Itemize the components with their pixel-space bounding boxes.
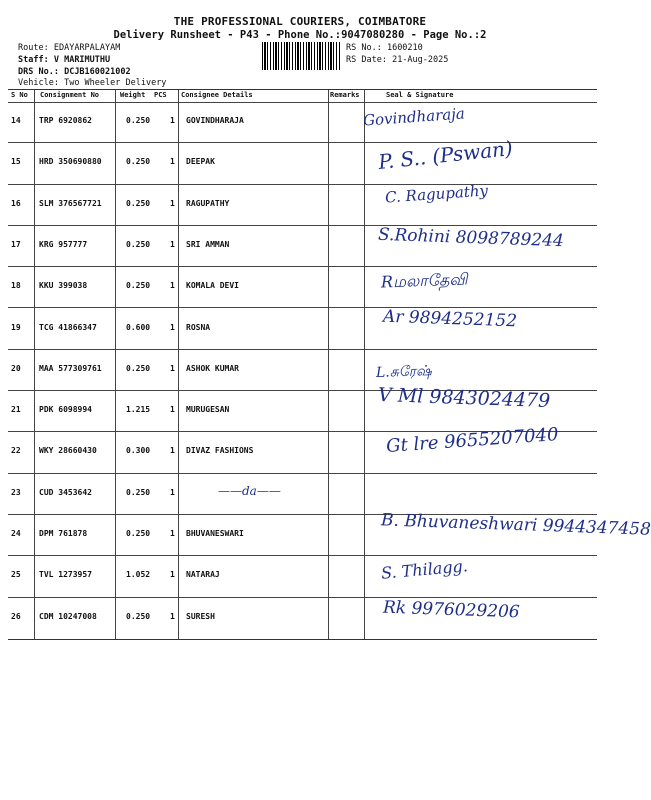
route-line [18, 43, 120, 53]
cell-weight: 0.250 [126, 363, 151, 373]
cell-pcs: 1 [170, 322, 175, 332]
cell-consignee: ASHOK KUMAR [186, 363, 239, 373]
staff-line [18, 55, 110, 65]
cell-weight: 1.052 [126, 570, 151, 580]
route-label: Route: [18, 43, 49, 53]
cell-weight: 0.250 [126, 198, 151, 208]
header-seal: Seal & Signature [386, 91, 454, 99]
cell-weight: 0.250 [126, 281, 151, 291]
header-remarks: Remarks [330, 91, 360, 99]
drs-value: DCJB160021002 [64, 67, 131, 77]
table-row [8, 424, 597, 473]
header-consignment: Consignment No [40, 91, 100, 99]
handwritten-signature: S. Thilagg. [380, 556, 469, 584]
handwritten-signature: Gt lre 9655207040 [385, 424, 560, 458]
cell-consignment: KKU 399038 [39, 281, 88, 291]
cell-sno: 18 [11, 281, 21, 291]
rs-no-line [346, 43, 423, 53]
cell-consignment: CUD 3453642 [39, 487, 92, 497]
handwritten-signature: S.Rohini 8098789244 [377, 224, 565, 252]
cell-sno: 23 [11, 487, 21, 497]
cell-pcs: 1 [170, 363, 175, 373]
cell-pcs: 1 [170, 239, 175, 249]
handwritten-signature: Govindharaja [362, 104, 466, 130]
cell-consignee: DEEPAK [186, 157, 215, 167]
cell-weight: 1.215 [126, 405, 151, 415]
cell-sno: 26 [11, 611, 21, 621]
table-row [8, 306, 597, 350]
header-sno: S No [11, 91, 28, 99]
drs-label: DRS No.: [18, 67, 59, 77]
cell-consignment: DPM 761878 [39, 529, 88, 538]
cell-consignment: TVL 1273957 [39, 570, 92, 580]
vehicle-line [18, 78, 166, 88]
cell-pcs: 1 [170, 198, 175, 208]
cell-weight: 0.250 [126, 487, 151, 497]
table-row [8, 598, 597, 639]
header-weight: Weight [120, 91, 146, 99]
cell-weight: 0.250 [126, 157, 151, 167]
table-row [8, 384, 597, 432]
table-row [8, 267, 597, 308]
cell-consignee: NATARAJ [186, 570, 220, 580]
cell-consignee: DIVAZ FASHIONS [186, 446, 254, 456]
vehicle-label: Vehicle: [18, 78, 59, 88]
cell-sno: 14 [11, 116, 21, 125]
cell-consignment: CDM 10247008 [39, 611, 97, 621]
table-row [8, 136, 597, 184]
cell-consignee: MURUGESAN [186, 405, 230, 415]
cell-weight: 0.250 [126, 611, 151, 621]
handwritten-signature: B. Bhuvaneshwari 9944347458 [380, 510, 651, 540]
table-row [8, 181, 597, 226]
cell-sno: 25 [11, 570, 21, 580]
table-row [8, 556, 597, 597]
staff-value: V MARIMUTHU [53, 55, 111, 65]
vehicle-value: Two Wheeler Delivery [64, 78, 167, 88]
handwritten-signature: V Ml 9843024479 [377, 384, 551, 413]
cell-pcs: 1 [170, 611, 175, 621]
runsheet-table [8, 89, 651, 640]
cell-consignment: TCG 41866347 [39, 322, 97, 332]
cell-consignment: PDK 6098994 [39, 405, 92, 415]
cell-pcs: 1 [170, 281, 175, 291]
cell-sno: 15 [11, 157, 21, 167]
header-pcs: PCS [154, 91, 167, 99]
route-value: EDAYARPALAYAM [53, 43, 121, 53]
cell-pcs: 1 [170, 157, 175, 167]
cell-sno: 20 [11, 363, 21, 373]
cell-consignment: KRG 957777 [39, 239, 88, 249]
cell-consignee: GOVINDHARAJA [186, 116, 244, 125]
cell-sno: 17 [11, 239, 21, 249]
cell-sno: 21 [11, 405, 21, 415]
handwritten-signature: ——da—— [218, 483, 281, 498]
cell-consignee: RAGUPATHY [186, 198, 230, 208]
cell-consignee: SRI AMMAN [186, 239, 230, 249]
cell-consignee: ROSNA [186, 322, 211, 332]
cell-consignee: KOMALA DEVI [186, 281, 239, 291]
cell-consignment: TRP 6920862 [39, 116, 92, 125]
rs-date-value: 21-Aug-2025 [392, 55, 449, 65]
handwritten-signature: P. S.. (Pswan) [377, 136, 514, 175]
cell-pcs: 1 [170, 405, 175, 415]
staff-label: Staff: [18, 55, 49, 65]
handwritten-signature: Rமலாதேவி [380, 269, 468, 292]
table-row [8, 226, 597, 267]
header-consignee: Consignee Details [181, 91, 253, 99]
cell-consignee: BHUVANESWARI [186, 529, 244, 538]
cell-pcs: 1 [170, 487, 175, 497]
cell-consignee: SURESH [186, 611, 215, 621]
cell-weight: 0.300 [126, 446, 151, 456]
rs-no-label: RS No.: [346, 43, 382, 53]
cell-consignment: WKY 28660430 [39, 446, 97, 456]
company-title: THE PROFESSIONAL COURIERS, COIMBATORE [173, 15, 427, 28]
cell-consignment: MAA 577309761 [39, 363, 102, 373]
table-row [8, 510, 651, 556]
cell-weight: 0.600 [126, 322, 151, 332]
cell-pcs: 1 [170, 529, 175, 538]
handwritten-signature: Ar 9894252152 [382, 306, 518, 331]
cell-pcs: 1 [170, 116, 175, 125]
cell-sno: 16 [11, 198, 21, 208]
cell-sno: 24 [11, 529, 21, 538]
cell-weight: 0.250 [126, 116, 151, 125]
cell-pcs: 1 [170, 570, 175, 580]
table-row [8, 350, 597, 391]
cell-weight: 0.250 [126, 239, 151, 249]
cell-sno: 19 [11, 322, 21, 332]
cell-consignment: SLM 376567721 [39, 198, 102, 208]
cell-sno: 22 [11, 446, 21, 456]
cell-weight: 0.250 [126, 529, 151, 538]
drs-line [18, 67, 131, 77]
handwritten-signature: Rk 9976029206 [382, 597, 520, 622]
rs-no-value: 1600210 [386, 43, 423, 53]
barcode [262, 42, 340, 70]
rs-date-line [346, 55, 448, 65]
table-row [8, 474, 597, 515]
cell-pcs: 1 [170, 446, 175, 456]
handwritten-signature: L.சுரேஷ் [375, 362, 432, 381]
cell-consignment: HRD 350690880 [39, 157, 102, 167]
runsheet-subtitle: Delivery Runsheet - P43 - Phone No.:9047080280 - Page No.:2 [113, 29, 487, 41]
rs-date-label: RS Date: [346, 55, 387, 65]
handwritten-signature: C. Ragupathy [384, 181, 489, 207]
